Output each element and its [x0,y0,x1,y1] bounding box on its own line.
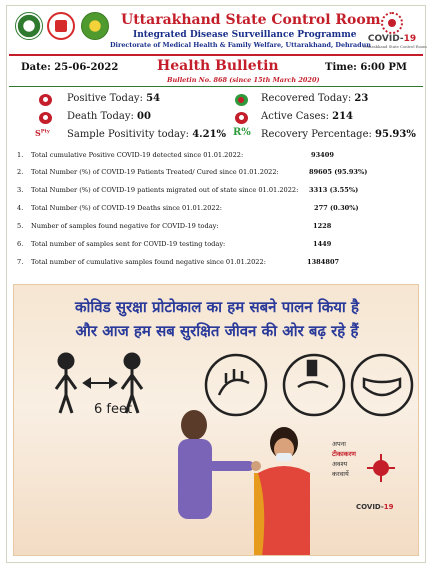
distancing-person-icon [56,354,76,413]
bulletin-divider [9,86,423,87]
covid19-logo [363,12,427,54]
patient-figure [254,427,310,556]
active-cases-icon [235,112,248,124]
virus-icon [381,12,403,34]
nurse-figure [178,410,261,519]
poster-headline-1: कोविड सुरक्षा प्रोटोकाल का हम सबने पालन किया है [74,298,359,316]
recovery-percentage-icon: R% [233,127,251,138]
list-item: 6. Total number of samples sent for COVID-19 testing today: 1449 [17,240,332,248]
list-item: 1. Total cumulative Positive COVID-19 detected since 01.01.2022: 93409 [17,151,334,159]
stat-recovery-percentage: Recovery Percentage: 95.93% [261,129,416,140]
header-divider [9,54,423,56]
poster-headline-2: और आज हम सब सुरक्षित जीवन की ओर बढ़ रहे हैं [75,322,359,340]
list-item: 3. Total Number (%) of COVID-19 patients migrated out of state since 01.01.2022: 3313 (3.55%) [17,186,359,194]
stat-sample-positivity: Sample Positivity today: 4.21% [67,129,227,140]
bulletin-time: Time: 6:00 PM [325,62,407,73]
stat-positive-today: Positive Today: 54 [67,93,161,104]
stat-death-today: Death Today: 00 [67,111,151,122]
list-item: 2. Total Number (%) of COVID-19 Patients Treated/ Cured since 01.01.2022: 89605 (95.93%) [17,168,368,176]
bulletin-number: Bulletin No. 868 (since 15th March 2020) [167,76,320,84]
death-icon [39,112,52,124]
poster-covid19-logo: COVID-19 [356,503,394,511]
bulletin-page [6,5,426,563]
mask-icon [352,355,412,415]
stat-active-cases: Active Cases: 214 [261,111,354,122]
header-title: Uttarakhand State Control Room [121,12,381,28]
virus-icon [366,453,396,483]
bulletin-title: Health Bulletin [157,58,279,74]
bulletin-date: Date: 25-06-2022 [21,62,119,73]
recovered-icon [235,94,248,106]
sample-positivity-icon: $S^{Pty}$ [35,128,50,138]
covid19-logo-text: COVID-19 [367,34,417,44]
vaccination-illustration [134,403,354,556]
positive-virus-icon [39,94,52,106]
six-feet-label: 6 feet [94,402,133,417]
uttarakhand-emblem-icon [15,12,43,40]
idsp-logo-icon [81,12,109,40]
list-item: 5. Number of samples found negative for COVID-19 today: 1228 [17,222,332,230]
covid19-logo-caption: Uttarakhand State Control Room [363,44,427,49]
header-subtitle: Integrated Disease Surveillance Programme [133,30,357,40]
distancing-arrow-icon [84,379,116,387]
header-directorate: Directorate of Medical Health & Family Welfare, Uttarakhand, Dehradun [110,41,371,49]
stat-recovered-today: Recovered Today: 23 [261,93,369,104]
vaccination-appeal: अपना टीकाकरण अवश्य करवायें [332,440,356,478]
covid-awareness-poster [13,284,419,556]
list-item: 7. Total number of cumulative samples found negative since 01.01.2022: 1384807 [17,258,340,266]
list-item: 4. Total Number (%) of COVID-19 Deaths since 01.01.2022: 277 (0.30%) [17,204,359,212]
nhm-logo-icon [47,12,75,40]
